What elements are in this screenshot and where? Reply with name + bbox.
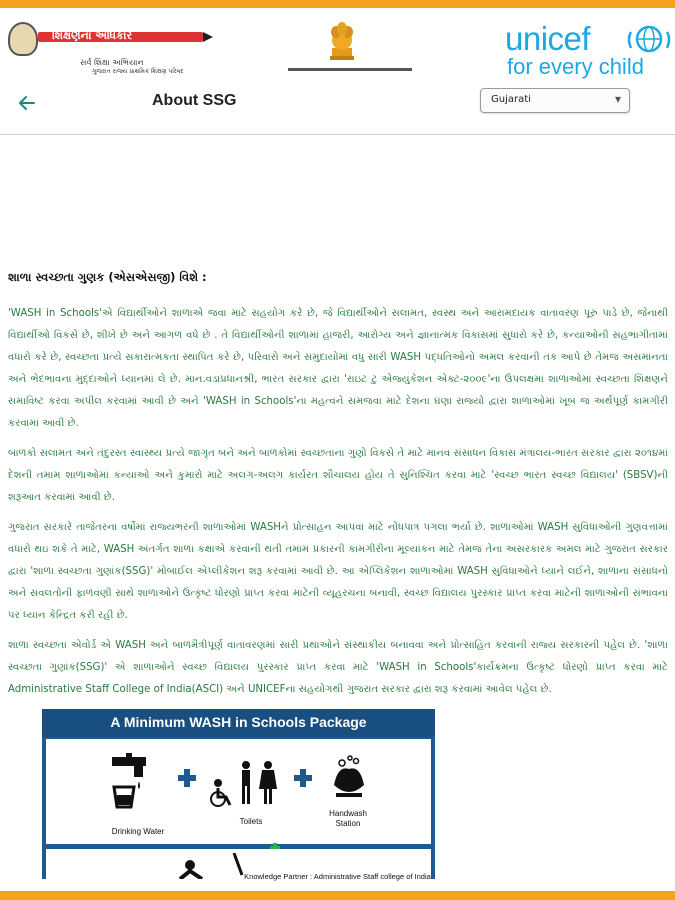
wash-image-title: A Minimum WASH in Schools Package — [110, 714, 367, 730]
tap-water-icon — [104, 751, 164, 811]
paragraph: 'WASH in Schools'એ વિદ્યાર્થીઓને શાળાએ જવા માટે સહયોગ કરે છે, જે વિદ્યાર્થીઓને સલામત, સ્વસ્થ અને આરામદાયક વાતાવરણ પૂરું પાડે છે, જેનાથી વિદ્યાર્થીઓ વિકસે છે, શીખે છે અને આગળ વધે છે . તે વિદ્યાર્થીઓની શાળામાં હાજરી, આરોગ્ય અને જ્ઞાનાત્મક વિકાસમાં સુધારો કરે છે, કન્યાઓની સહભાગીતામાં વધારો કરે છે, સ્વચ્છતા પ્રત્યે સકારાત્મકતા સ્થાપિત કરે છે, પરિવારો અને સમુદાયોમાં વધુ સારી WASH પદ્ધતિઓનો અમલ કરવાની તક આપે છે તેમજ અસમાનતા અને ભેદભાવના મુદ્દાઓને ધ્યાનમાં લે છે. માન.વડાપ્રધાનશ્રી, ભારત સરકાર દ્વારા 'રાઇટ ટુ એજ્યુકેશન એક્ટ-૨૦૦૯'ના ઉપલક્ષમાં શાળાઓમાં સ્વચ્છતા શિક્ષણને સમાવિષ્ટ કરવા અપીલ કરવામાં આવી છે અને 'WASH in Schools'ના મહત્વને સમજવા માટે દેશના ઘણા રાજ્યો દ્વારા શાળાઓમાં ખૂબ જ અર્થપૂર્ણ કામગીરી કરવામાં આવી છે. — [8, 308, 668, 429]
toilets-label: Toilets — [239, 817, 263, 826]
arrow-left-icon — [17, 93, 37, 113]
handwash-station-label: Handwash Station — [329, 809, 367, 828]
unicef-tagline: for every child — [507, 54, 644, 79]
rte-logo-subtitle: સર્વ શિક્ષા અભિયાન — [80, 58, 144, 67]
language-select[interactable] — [480, 88, 630, 113]
unicef-globe-icon — [627, 24, 671, 54]
about-content — [8, 270, 668, 709]
handwash-icon — [324, 755, 374, 805]
paragraph: બાળકો સલામત અને તંદુરસ્ત સ્વાસ્થ્ય પ્રત્યે જાગૃત બને અને બાળકોમાં સ્વચ્છતાના ગુણો વિકસે તે માટે માનવ સંસાધન વિકાસ મંત્રાલય-ભારત સરકાર દ્વારા ૨૦૧૪માં દેશની તમામ શાળાઓમાં કન્યાઓ અને કુમારો માટે અલગ-અલગ કાર્યરત શૌચાલય હોય તે સુનિશ્ચિત કરવા માટે 'સ્વચ્છ ભારત સ્વચ્છ વિદ્યાલય' (SBSV)ની શરૂઆત કરવામાં આવી છે. — [8, 448, 668, 503]
unicef-logo — [505, 20, 670, 80]
section-heading: શાળા સ્વચ્છતા ગુણક (એસએસજી) વિશે : — [8, 270, 207, 284]
logo-bar — [0, 8, 675, 80]
plus-icon — [178, 769, 196, 787]
knowledge-partner-note: Knowledge Partner : Administrative Staff college of India — [244, 872, 431, 881]
paragraph: શાળા સ્વચ્છતા એવોર્ડ એ WASH અને બાળમૈત્રીપૂર્ણ વાતાવરણમાં સારી પ્રથાઓને સંસ્થાકીય બનાવવા અને પ્રોત્સાહિત કરવાની રાજ્ય સરકારની પહેલ છે. 'શાળા સ્વચ્છતા ગુણાંક(SSG)' એ શાળાઓને સ્વચ્છ વિદ્યાલય પુરસ્કાર પ્રાપ્ત કરવા માટે 'WASH in Schools'કાર્યક્રમના ઉત્કૃષ્ટ ધોરણો પ્રાપ્ત કરવા માટે Administrative Staff College of India(ASCI) અને UNICEFના સહયોગથી ગુજરાત સરકાર દ્વારા શરૂ કરવામાં આવેલ પહેલ છે. — [8, 640, 668, 695]
bottom-accent-stripe — [0, 891, 675, 900]
rte-logo-title: શિક્ષણનો અધિકાર — [52, 29, 133, 42]
page-title: About SSG — [152, 92, 237, 109]
emblem-caption-line — [288, 68, 412, 71]
paragraph: ગુજરાત સરકારે તાજેતરના વર્ષોમાં રાજ્યભરની શાળાઓમાં WASHને પ્રોત્સાહન આપવા માટે નોંધપાત્ર પગલા ભર્યા છે. શાળાઓમાં WASH સુવિધાઓની ગુણવત્તામાં વધારો થઇ શકે તે માટે, WASH અંતર્ગત શાળા કક્ષાએ કરવાની થતી તમામ પ્રકારની કામગીરીના મૂલ્યાંકન માટે તેમજ તેના અસરકારક અમલ માટે ગુજરાત સરકાર દ્વારા 'શાળા સ્વચ્છતા ગુણાંક(SSG)' મોબાઈલ એપ્લીકેશન શરૂ કરવામાં આવી છે. આ એપ્લિકેશન શાળાઓમાં WASH સુવિધાઓને ધ્યાને લઈને, શાળાના સંસાધનો અને સવલતોની ફાળવણી સાથે શાળાઓને ઉત્કૃષ્ટ ધોરણો પ્રાપ્ત કરવા માટેની વ્યૂહરચના બનાવી, સ્વચ્છ વિદ્યાલય પુરસ્કાર પ્રાપ્ત કરવા માટેની શાળાઓની સંભાવના પર ધ્યાન કેન્દ્રિત કરી રહી છે. — [8, 522, 668, 621]
unicef-wordmark: unicef — [505, 20, 591, 57]
wash-image-panel — [46, 739, 431, 844]
language-select-value: Gujarati — [491, 94, 531, 105]
top-accent-stripe — [0, 0, 675, 8]
back-button[interactable] — [12, 88, 42, 118]
toilet-icon — [206, 759, 286, 809]
wash-package-image — [42, 709, 435, 879]
drinking-water-label: Drinking Water — [111, 827, 165, 836]
rte-logo-subtitle-2: ગુજરાત રાજ્ય પ્રાથમિક શિક્ષણ પરિષદ — [92, 68, 184, 75]
child-mascot-icon — [8, 22, 38, 56]
app-header — [0, 80, 675, 135]
national-emblem-icon — [322, 18, 362, 66]
chevron-down-icon: ▾ — [614, 92, 621, 106]
rte-logo — [8, 18, 218, 74]
plus-icon — [294, 769, 312, 787]
